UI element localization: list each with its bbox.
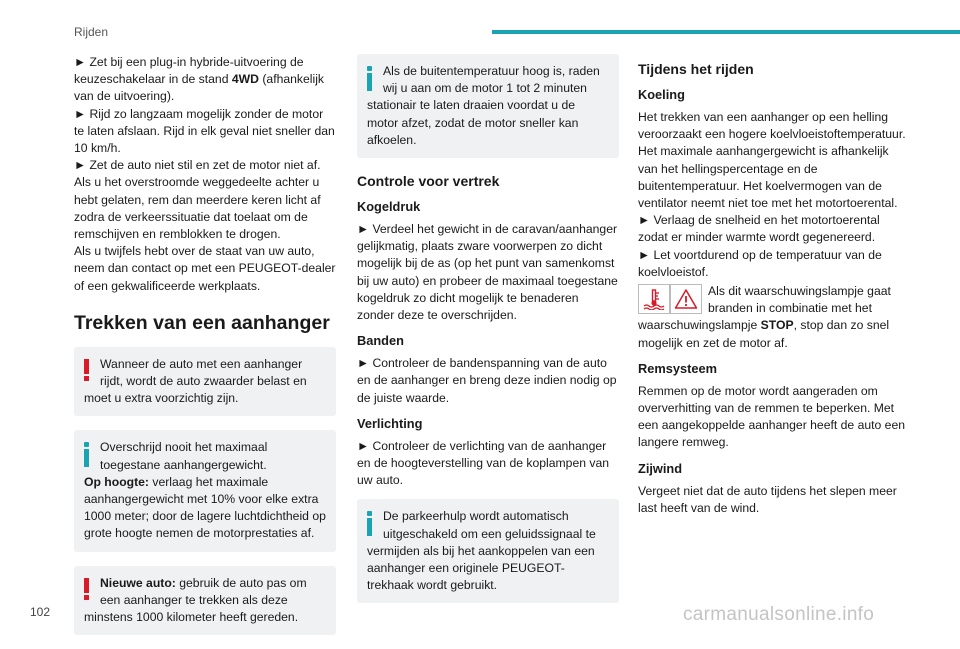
heading-kogeldruk: Kogeldruk: [357, 199, 421, 215]
warning-box-new-car: [74, 566, 336, 636]
warning-box-rest: gebruik de auto pas om een aanhanger te trekken als deze minstens 1000 kilometer heeft gereden.: [84, 575, 307, 625]
heading-zijwind: Zijwind: [638, 460, 683, 476]
paragraph-koeling-3: ► Verlaag de snelheid en het motortoerental zodat er minder warmte wordt gegenereerd.: [638, 213, 880, 245]
info-icon: [367, 66, 373, 92]
heading-banden: Banden: [357, 333, 404, 349]
info-box-parking: [357, 499, 619, 603]
instruction-no-stop: ► Zet de auto niet stil en zet de motor niet af.: [74, 158, 321, 173]
warning-triangle-icon: [670, 284, 702, 314]
info-box-temperature: [357, 54, 619, 158]
paragraph-zijwind: Vergeet niet dat de auto tijdens het slepen meer last heeft van de wind.: [638, 483, 897, 515]
info-icon: [367, 511, 373, 537]
heading-koeling: Koeling: [638, 87, 685, 102]
section-header: Rijden: [74, 25, 109, 39]
warning-box-bold: Nieuwe auto:: [100, 575, 176, 590]
column-2: [357, 54, 619, 617]
paragraph-koeling-4: ► Let voortdurend op de temperatuur van de koelvloeistof.: [638, 247, 882, 279]
coolant-temperature-icon: [638, 284, 670, 314]
info-icon: [84, 442, 90, 468]
exclamation-icon: [84, 356, 90, 382]
column-3: [638, 54, 906, 517]
heading-controle: Controle voor vertrek: [357, 173, 500, 190]
paragraph-koeling-2: Het maximale aanhangergewicht is afhankelijk van het hellingspercentage en de buitentemperatuur. Het koelvermogen van de ventilator neemt niet toe met het motortoerental.: [638, 144, 898, 211]
paragraph-remsysteem: Remmen op de motor wordt aangeraden om oververhitting van de remmen te beperken. Met een aangekoppelde aanhanger heeft de auto een langere remweg.: [638, 383, 906, 450]
header-accent-bar: [492, 30, 960, 34]
heading-remsysteem: Remsysteem: [638, 360, 717, 376]
paragraph-koeling-1: Het trekken van een aanhanger op een helling veroorzaakt een hogere koelvloeistoftemperatuur.: [638, 110, 906, 142]
paragraph-verlichting: ► Controleer de verlichting van de aanhanger en de hoogteverstelling van de koplampen van uw auto.: [357, 438, 610, 488]
column-1: [74, 54, 336, 649]
instruction-4wd: ► Zet bij een plug-in hybride-uitvoering de keuzeschakelaar in de stand 4WD (afhankelijk van de uitvoering).: [74, 55, 325, 104]
warning-lamps: [638, 284, 702, 314]
paragraph-dealer: Als u twijfels hebt over de staat van uw auto, neem dan contact op met een PEUGEOT-dealer of een gekwalificeerde werkplaats.: [74, 244, 336, 293]
page-number: 102: [30, 605, 51, 619]
watermark: carmanualsonline.info: [683, 604, 875, 625]
heading-verlichting: Verlichting: [357, 415, 423, 431]
info-box-text: Overschrijd nooit het maximaal toegestane aanhangergewicht.: [100, 440, 268, 472]
warning-box-load: [74, 347, 336, 417]
paragraph-brakes: Als u het overstroomde weggedeelte achter u hebt gelaten, rem dan meerdere keren licht af zodra de verkeerssituatie dat toelaat om de remschijven en remblokken te drogen.: [74, 175, 321, 242]
info-box-weight: [74, 430, 336, 551]
heading-rijden: Tijdens het rijden: [638, 61, 754, 77]
info-box-text: De parkeerhulp wordt automatisch uitgeschakeld om een geluidssignaal te vermijden als bij het aankoppelen van een aanhanger een originele PEUGEOT-trekhaak wordt gebruikt.: [367, 509, 596, 593]
instruction-slow: ► Rijd zo langzaam mogelijk zonder de motor te laten afslaan. Rijd in elk geval niet sneller dan 10 km/h.: [74, 106, 335, 156]
section-title-towing: Trekken van een aanhanger: [74, 311, 330, 334]
exclamation-icon: [84, 575, 90, 601]
paragraph-lamps: Als dit waarschuwingslampje gaat branden in combinatie met het waarschuwingslampje STOP, stop dan zo snel mogelijk en zet de motor af.: [638, 284, 891, 350]
warning-box-text: Wanneer de auto met een aanhanger rijdt, wordt de auto zwaarder belast en moet u extra voorzichtig zijn.: [84, 356, 307, 406]
info-box-text: Als de buitentemperatuur hoog is, raden wij u aan om de motor 1 tot 2 minuten stationair te laten draaien voordat u de motor afzet, zodat de motor sneller kan afkoelen.: [367, 64, 600, 147]
info-box-bold: Op hoogte:: [84, 474, 149, 489]
info-box-rest: verlaag het maximale aanhangergewicht met 10% voor elke extra 1000 meter; door de lagere luchtdichtheid op grote hoogte nemen de motorprestaties af.: [84, 474, 326, 541]
paragraph-kogeldruk: ► Verdeel het gewicht in de caravan/aanhanger gelijkmatig, plaats zware voorwerpen zo dicht mogelijk bij de as (op het punt van samenkomst bij uw auto) en probeer de maximaal toegestane kogeldruk zo dicht mogelijk te benaderen zonder deze te overschrijden.: [357, 222, 618, 323]
paragraph-banden: ► Controleer de bandenspanning van de auto en de aanhanger en breng deze indien nodig op de juiste waarde.: [357, 356, 617, 405]
